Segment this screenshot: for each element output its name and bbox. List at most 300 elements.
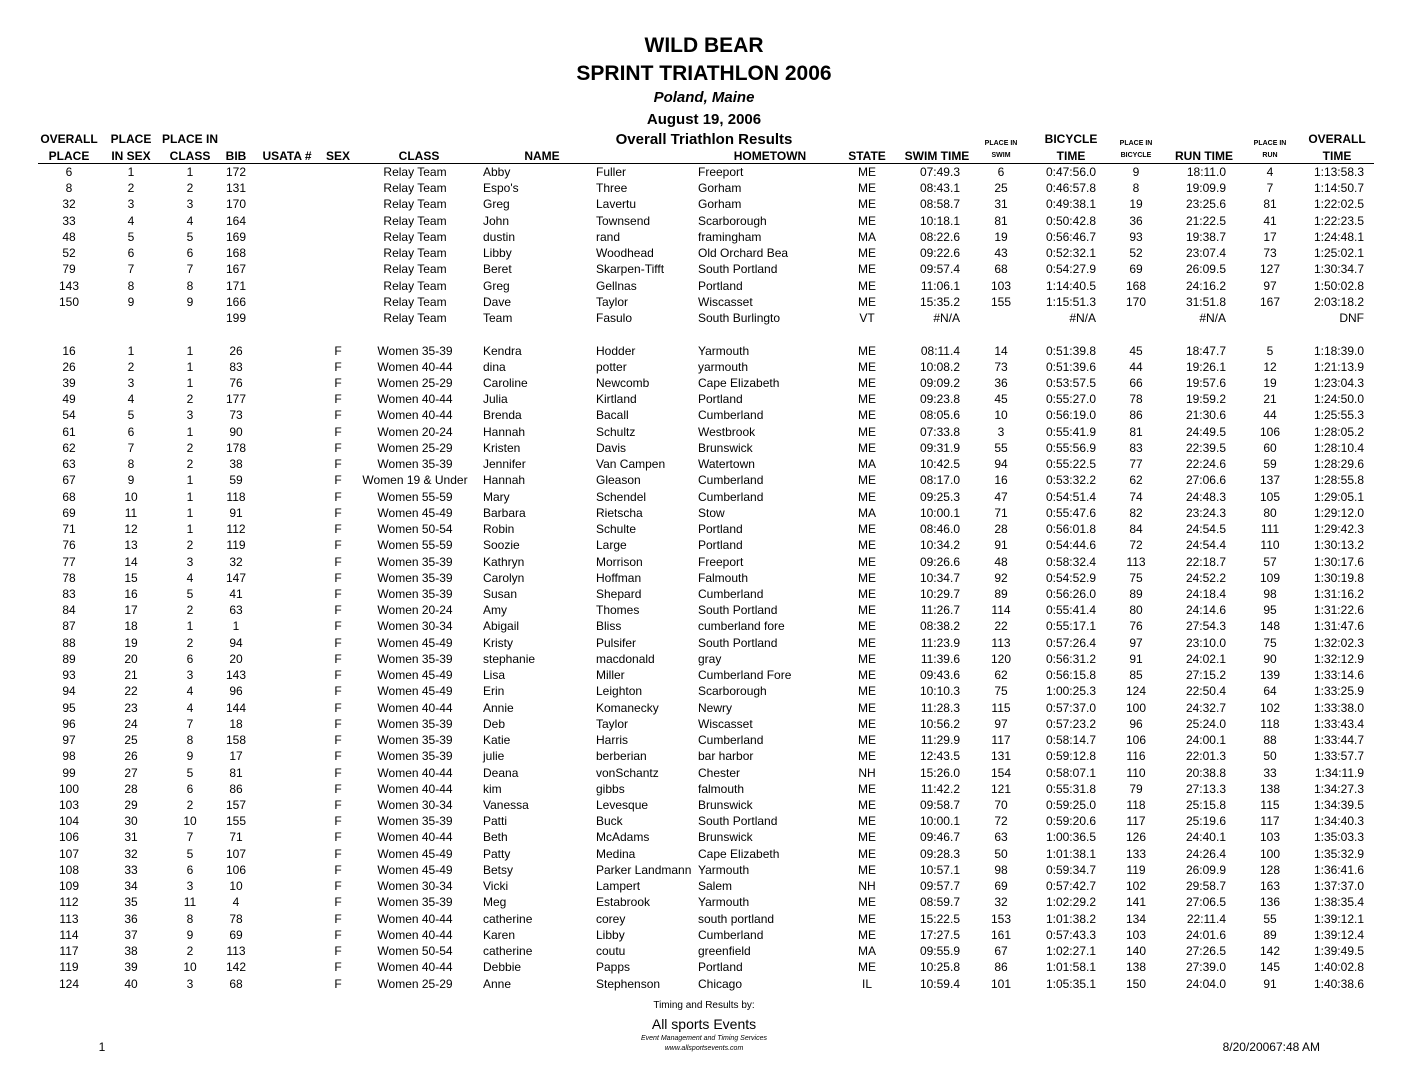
cell-run-time: 22:39.5 <box>1185 440 1226 455</box>
cell-place-in-swim: 28 <box>994 522 1008 537</box>
cell-run-time: 23:07.4 <box>1185 246 1226 261</box>
cell-last-name: Woodhead <box>596 246 654 261</box>
cell-sex: F <box>334 733 342 748</box>
cell-overall-time: 1:37:37.0 <box>1313 879 1364 894</box>
cell-swim-time: 10:00.1 <box>919 814 960 829</box>
cell-bib: 91 <box>229 505 243 520</box>
table-row <box>0 976 1408 992</box>
cell-hometown: greenfield <box>698 944 751 959</box>
cell-overall-place: 69 <box>62 505 76 520</box>
cell-bicycle-time: 1:00:25.3 <box>1045 684 1096 699</box>
cell-hometown: framingham <box>698 229 762 244</box>
cell-run-time: 27:39.0 <box>1185 960 1226 975</box>
cell-place-in-swim: 48 <box>994 554 1008 569</box>
cell-place-in-sex: 21 <box>124 668 138 683</box>
cell-sex: F <box>334 716 342 731</box>
cell-place-in-run: 88 <box>1263 733 1277 748</box>
cell-bicycle-time: 0:55:41.4 <box>1045 603 1096 618</box>
cell-swim-time: 11:06.1 <box>920 278 960 293</box>
cell-run-time: 24:54.4 <box>1185 538 1226 553</box>
cell-first-name: Meg <box>483 895 507 910</box>
cell-class: Women 45-49 <box>377 862 453 877</box>
cell-overall-time: 1:28:55.8 <box>1313 473 1364 488</box>
cell-sex: F <box>334 635 342 650</box>
cell-last-name: Taylor <box>596 716 629 731</box>
cell-place-in-bike: 36 <box>1129 213 1143 228</box>
cell-place-in-swim: 25 <box>994 181 1008 196</box>
header-place-in-run-bottom: RUN <box>1262 152 1278 159</box>
cell-place-in-sex: 18 <box>124 619 138 634</box>
header-overall-place-bottom: PLACE <box>48 149 90 163</box>
cell-state: ME <box>858 570 876 585</box>
cell-hometown: Yarmouth <box>698 895 750 910</box>
cell-place-in-swim: 22 <box>994 619 1008 634</box>
cell-overall-time: 1:39:12.4 <box>1313 927 1364 942</box>
cell-place-in-class: 1 <box>186 473 194 488</box>
cell-overall-place: 62 <box>62 440 76 455</box>
cell-last-name: gibbs <box>596 781 625 796</box>
cell-place-in-run: 142 <box>1259 944 1281 959</box>
cell-place-in-run: 4 <box>1266 165 1274 179</box>
cell-run-time: 24:48.3 <box>1185 489 1226 504</box>
cell-bib: 147 <box>225 570 247 585</box>
cell-run-time: 27:54.3 <box>1185 619 1226 634</box>
cell-place-in-run: 5 <box>1266 343 1274 358</box>
cell-overall-place: 114 <box>59 927 79 942</box>
cell-bicycle-time: 1:05:35.1 <box>1045 976 1096 991</box>
cell-place-in-bike: 72 <box>1129 538 1143 553</box>
cell-first-name: dustin <box>483 229 516 244</box>
cell-place-in-bike: 19 <box>1129 197 1143 212</box>
cell-hometown: Gorham <box>698 181 742 196</box>
cell-last-name: vonSchantz <box>596 765 659 780</box>
cell-place-in-class: 1 <box>186 505 194 520</box>
cell-overall-place: 84 <box>62 603 76 618</box>
cell-bib: 143 <box>225 668 247 683</box>
cell-bib: 41 <box>229 586 243 601</box>
cell-place-in-sex: 30 <box>124 814 138 829</box>
cell-overall-time: 1:29:42.3 <box>1313 522 1364 537</box>
cell-hometown: Portland <box>698 278 743 293</box>
cell-first-name: Vanessa <box>483 797 529 812</box>
header-place-in-sex-top: PLACE <box>110 132 152 146</box>
cell-first-name: Carolyn <box>483 570 525 585</box>
cell-sex: F <box>334 408 342 423</box>
cell-sex: F <box>334 586 342 601</box>
cell-place-in-swim: 113 <box>991 635 1011 650</box>
cell-last-name: Gleason <box>596 473 641 488</box>
cell-overall-time: 1:25:55.3 <box>1313 408 1364 423</box>
cell-place-in-class: 3 <box>186 976 194 991</box>
cell-sex: F <box>334 765 342 780</box>
cell-place-in-class: 9 <box>186 927 194 942</box>
cell-swim-time: 09:43.6 <box>919 668 960 683</box>
cell-bib: 26 <box>229 343 243 358</box>
cell-overall-place: 54 <box>62 408 76 423</box>
cell-class: Relay Team <box>383 197 447 212</box>
cell-overall-time: 1:35:32.9 <box>1313 846 1364 861</box>
cell-swim-time: 15:22.5 <box>919 911 960 926</box>
cell-overall-time: 2:03:18.2 <box>1313 294 1364 309</box>
cell-place-in-run: 73 <box>1263 246 1277 261</box>
timing-website: www.allsportsevents.com <box>664 1045 744 1052</box>
cell-sex: F <box>334 424 342 439</box>
cell-bib: 118 <box>226 489 246 504</box>
cell-overall-place: 108 <box>58 862 80 877</box>
cell-bicycle-time: 0:55:22.5 <box>1045 457 1096 472</box>
cell-first-name: Dave <box>483 294 512 309</box>
cell-place-in-bike: 85 <box>1129 668 1143 683</box>
cell-place-in-bike: 8 <box>1132 181 1140 196</box>
cell-first-name: dina <box>483 359 506 374</box>
cell-first-name: Vicki <box>483 879 509 894</box>
table-row <box>0 472 1408 488</box>
cell-run-time: 22:18.7 <box>1185 554 1226 569</box>
cell-bicycle-time: 0:47:56.0 <box>1045 165 1096 179</box>
cell-class: Women 35-39 <box>377 651 453 666</box>
page-number: 1 <box>98 1040 106 1054</box>
timing-company: All sports Events <box>651 1016 757 1032</box>
cell-first-name: Libby <box>483 246 512 261</box>
cell-bib: 144 <box>225 700 247 715</box>
cell-hometown: bar harbor <box>698 749 754 764</box>
cell-place-in-run: 75 <box>1263 635 1277 650</box>
cell-place-in-run: 91 <box>1263 976 1277 991</box>
cell-bicycle-time: 0:57:43.3 <box>1045 927 1096 942</box>
cell-bicycle-time: 0:51:39.8 <box>1045 343 1096 358</box>
cell-overall-time: 1:28:29.6 <box>1313 457 1364 472</box>
cell-run-time: #N/A <box>1199 311 1226 326</box>
cell-swim-time: 10:57.1 <box>919 862 960 877</box>
cell-overall-place: 113 <box>59 911 79 926</box>
cell-hometown: Westbrook <box>698 424 756 439</box>
cell-first-name: Lisa <box>483 668 506 683</box>
cell-overall-time: 1:50:02.8 <box>1313 278 1364 293</box>
cell-sex: F <box>334 570 342 585</box>
table-row <box>0 635 1408 651</box>
cell-place-in-run: 118 <box>1260 716 1280 731</box>
cell-first-name: Beth <box>483 830 508 845</box>
cell-state: ME <box>858 700 876 715</box>
cell-run-time: 24:16.2 <box>1185 278 1226 293</box>
cell-swim-time: 11:28.3 <box>920 700 960 715</box>
cell-swim-time: 12:43.5 <box>919 749 960 764</box>
cell-swim-time: 09:28.3 <box>919 846 960 861</box>
cell-class: Women 19 & Under <box>362 473 468 488</box>
table-row <box>0 294 1408 310</box>
cell-place-in-swim: 98 <box>994 862 1008 877</box>
cell-place-in-run: 115 <box>1260 797 1280 812</box>
cell-place-in-run: 41 <box>1263 213 1277 228</box>
cell-last-name: Hoffman <box>596 570 642 585</box>
cell-last-name: Skarpen-Tifft <box>596 262 665 277</box>
cell-bicycle-time: 1:01:38.1 <box>1045 846 1096 861</box>
cell-overall-place: 103 <box>58 797 80 812</box>
table-row <box>0 407 1408 423</box>
cell-place-in-swim: 70 <box>994 797 1008 812</box>
cell-place-in-class: 7 <box>186 830 194 845</box>
table-row <box>0 213 1408 229</box>
cell-overall-time: 1:18:39.0 <box>1313 343 1364 358</box>
cell-place-in-sex: 17 <box>124 603 138 618</box>
cell-last-name: Schulte <box>596 522 637 537</box>
cell-hometown: Scarborough <box>698 684 767 699</box>
table-row <box>0 440 1408 456</box>
cell-class: Women 40-44 <box>377 359 453 374</box>
cell-first-name: Soozie <box>483 538 520 553</box>
cell-bicycle-time: 1:15:51.3 <box>1045 294 1096 309</box>
cell-overall-place: 26 <box>62 359 76 374</box>
cell-swim-time: 17:27.5 <box>919 927 960 942</box>
cell-class: Women 30-34 <box>377 797 453 812</box>
table-row <box>0 343 1408 359</box>
cell-state: MA <box>858 229 876 244</box>
cell-run-time: 18:11.0 <box>1186 165 1226 179</box>
cell-overall-time: 1:33:38.0 <box>1313 700 1364 715</box>
cell-place-in-bike: 89 <box>1129 586 1143 601</box>
cell-run-time: 24:18.4 <box>1185 586 1226 601</box>
cell-place-in-sex: 2 <box>127 359 135 374</box>
cell-place-in-run: 55 <box>1263 911 1277 926</box>
table-row <box>0 683 1408 699</box>
cell-hometown: Old Orchard Bea <box>698 246 789 261</box>
cell-run-time: 27:26.5 <box>1185 944 1226 959</box>
cell-overall-time: 1:22:23.5 <box>1313 213 1364 228</box>
cell-run-time: 24:02.1 <box>1185 651 1226 666</box>
cell-overall-time: 1:28:10.4 <box>1313 440 1364 455</box>
cell-hometown: South Portland <box>698 814 778 829</box>
cell-swim-time: 10:25.8 <box>919 960 960 975</box>
cell-swim-time: 08:05.6 <box>919 408 960 423</box>
cell-class: Women 40-44 <box>377 781 453 796</box>
cell-place-in-bike: 138 <box>1125 960 1147 975</box>
table-row <box>0 554 1408 570</box>
cell-bib: 112 <box>226 522 246 537</box>
cell-place-in-class: 2 <box>186 181 194 196</box>
cell-place-in-swim: 101 <box>990 976 1012 991</box>
cell-hometown: Cumberland <box>698 408 764 423</box>
cell-place-in-sex: 6 <box>127 424 135 439</box>
cell-place-in-run: 7 <box>1266 181 1274 196</box>
cell-first-name: Amy <box>483 603 507 618</box>
cell-overall-time: 1:40:02.8 <box>1313 960 1364 975</box>
cell-bib: 4 <box>232 895 240 910</box>
cell-sex: F <box>334 522 342 537</box>
header-swim-time: SWIM TIME <box>904 149 970 163</box>
cell-last-name: Thomes <box>596 603 640 618</box>
cell-state: ME <box>858 716 876 731</box>
cell-swim-time: 10:42.5 <box>919 457 960 472</box>
cell-place-in-swim: 71 <box>994 505 1008 520</box>
cell-last-name: Schultz <box>596 424 636 439</box>
cell-place-in-bike: 80 <box>1129 603 1143 618</box>
cell-place-in-run: 64 <box>1263 684 1277 699</box>
cell-overall-place: 79 <box>62 262 76 277</box>
cell-sex: F <box>334 473 342 488</box>
cell-place-in-bike: 117 <box>1126 814 1146 829</box>
cell-first-name: Abby <box>483 165 511 179</box>
cell-first-name: Patty <box>483 846 511 861</box>
cell-bicycle-time: 0:59:34.7 <box>1045 862 1096 877</box>
cell-place-in-class: 11 <box>183 895 197 910</box>
cell-place-in-run: 95 <box>1263 603 1277 618</box>
cell-hometown: Brunswick <box>698 830 753 845</box>
cell-last-name: Medina <box>596 846 636 861</box>
cell-last-name: Newcomb <box>596 375 650 390</box>
cell-bicycle-time: 0:58:07.1 <box>1045 765 1096 780</box>
cell-place-in-run: 137 <box>1259 473 1281 488</box>
cell-swim-time: 08:22.6 <box>919 229 960 244</box>
cell-bicycle-time: 0:57:26.4 <box>1045 635 1096 650</box>
cell-place-in-sex: 9 <box>127 294 135 309</box>
cell-place-in-bike: 118 <box>1126 797 1146 812</box>
cell-place-in-swim: 3 <box>997 424 1005 439</box>
cell-first-name: Hannah <box>483 424 526 439</box>
cell-place-in-run: 103 <box>1259 830 1281 845</box>
cell-last-name: berberian <box>596 749 647 764</box>
cell-bib: 119 <box>226 538 246 553</box>
cell-state: NH <box>858 765 876 780</box>
cell-hometown: South Portland <box>698 262 778 277</box>
cell-class: Women 35-39 <box>377 570 453 585</box>
cell-place-in-class: 2 <box>186 944 194 959</box>
cell-place-in-run: 139 <box>1259 668 1281 683</box>
cell-place-in-sex: 14 <box>124 554 138 569</box>
cell-sex: F <box>334 489 342 504</box>
table-row <box>0 359 1408 375</box>
cell-place-in-class: 2 <box>186 457 194 472</box>
cell-place-in-sex: 39 <box>124 960 138 975</box>
header-place-in-class-top: PLACE IN <box>161 132 218 146</box>
cell-swim-time: 08:11.4 <box>920 343 960 358</box>
cell-overall-place: 119 <box>59 960 79 975</box>
cell-state: ME <box>858 213 876 228</box>
cell-run-time: 21:22.5 <box>1185 213 1226 228</box>
cell-place-in-sex: 5 <box>127 229 135 244</box>
cell-sex: F <box>334 781 342 796</box>
cell-bicycle-time: 0:54:27.9 <box>1045 262 1096 277</box>
cell-bib: 167 <box>225 262 247 277</box>
cell-bib: 71 <box>229 830 243 845</box>
cell-place-in-bike: 119 <box>1126 862 1146 877</box>
cell-place-in-run: 102 <box>1259 700 1281 715</box>
cell-place-in-run: 106 <box>1259 424 1281 439</box>
cell-class: Relay Team <box>383 229 447 244</box>
cell-swim-time: 09:22.6 <box>919 246 960 261</box>
cell-class: Relay Team <box>383 311 447 326</box>
cell-swim-time: #N/A <box>933 311 960 326</box>
cell-place-in-class: 7 <box>186 262 194 277</box>
cell-hometown: cumberland fore <box>698 619 785 634</box>
cell-class: Women 45-49 <box>377 684 453 699</box>
cell-state: VT <box>859 311 875 326</box>
cell-sex: F <box>334 343 342 358</box>
header-place-in-swim-bottom: SWIM <box>991 152 1011 159</box>
cell-place-in-run: 89 <box>1263 927 1277 942</box>
cell-last-name: macdonald <box>596 651 655 666</box>
cell-bib: 32 <box>229 554 243 569</box>
cell-last-name: Lavertu <box>596 197 637 212</box>
cell-hometown: Brunswick <box>698 440 753 455</box>
cell-state: ME <box>858 522 876 537</box>
cell-swim-time: 08:17.0 <box>919 473 960 488</box>
cell-place-in-class: 1 <box>186 522 194 537</box>
cell-overall-time: 1:34:11.9 <box>1314 765 1364 780</box>
cell-first-name: Robin <box>483 522 515 537</box>
cell-class: Women 40-44 <box>377 830 453 845</box>
cell-swim-time: 10:56.2 <box>919 716 960 731</box>
cell-place-in-class: 2 <box>186 797 194 812</box>
cell-swim-time: 09:26.6 <box>919 554 960 569</box>
cell-overall-time: 1:31:22.6 <box>1313 603 1364 618</box>
cell-place-in-class: 5 <box>186 765 194 780</box>
cell-sex: F <box>334 651 342 666</box>
cell-place-in-bike: 116 <box>1126 749 1146 764</box>
header-place-in-class-bottom: CLASS <box>169 149 211 163</box>
cell-place-in-run: 12 <box>1263 359 1277 374</box>
cell-last-name: Lampert <box>596 879 641 894</box>
cell-place-in-sex: 3 <box>127 375 135 390</box>
cell-hometown: Gorham <box>698 197 742 212</box>
cell-bib: 68 <box>229 976 243 991</box>
cell-bicycle-time: 0:46:57.8 <box>1045 181 1096 196</box>
cell-first-name: Susan <box>483 586 518 601</box>
cell-overall-place: 16 <box>62 343 76 358</box>
cell-place-in-sex: 33 <box>124 862 138 877</box>
cell-first-name: Abigail <box>483 619 520 634</box>
cell-overall-time: 1:31:47.6 <box>1313 619 1364 634</box>
cell-bicycle-time: 0:58:32.4 <box>1045 554 1096 569</box>
cell-bicycle-time: 0:56:46.7 <box>1045 229 1096 244</box>
header-overall-time-top: OVERALL <box>1308 132 1366 146</box>
cell-place-in-sex: 1 <box>127 343 135 358</box>
cell-bib: 18 <box>229 716 243 731</box>
cell-place-in-bike: 168 <box>1125 278 1147 293</box>
cell-place-in-swim: 103 <box>990 278 1012 293</box>
cell-swim-time: 11:42.2 <box>920 781 960 796</box>
cell-sex: F <box>334 700 342 715</box>
cell-class: Women 40-44 <box>377 927 453 942</box>
cell-state: ME <box>858 440 876 455</box>
cell-run-time: 24:40.1 <box>1185 830 1226 845</box>
cell-run-time: 24:00.1 <box>1185 733 1226 748</box>
cell-state: ME <box>858 554 876 569</box>
cell-sex: F <box>334 830 342 845</box>
cell-state: ME <box>858 781 876 796</box>
cell-state: ME <box>858 830 876 845</box>
header-class: CLASS <box>398 149 440 163</box>
cell-swim-time: 08:43.1 <box>919 181 960 196</box>
cell-first-name: catherine <box>483 911 533 926</box>
results-title: WILD BEAR <box>644 34 764 57</box>
cell-swim-time: 08:58.7 <box>919 197 960 212</box>
cell-overall-place: 97 <box>62 733 76 748</box>
cell-last-name: Miller <box>596 668 625 683</box>
cell-run-time: 22:50.4 <box>1185 684 1226 699</box>
cell-last-name: Pulsifer <box>596 635 637 650</box>
cell-place-in-bike: 83 <box>1129 440 1143 455</box>
cell-run-time: 21:30.6 <box>1185 408 1226 423</box>
cell-overall-place: 117 <box>59 944 79 959</box>
cell-overall-time: 1:30:19.8 <box>1313 570 1364 585</box>
cell-state: ME <box>858 927 876 942</box>
cell-state: ME <box>858 619 876 634</box>
cell-state: ME <box>858 733 876 748</box>
cell-sex: F <box>334 895 342 910</box>
table-row <box>0 781 1408 797</box>
cell-place-in-bike: 78 <box>1129 392 1143 407</box>
cell-overall-place: 8 <box>65 181 73 196</box>
